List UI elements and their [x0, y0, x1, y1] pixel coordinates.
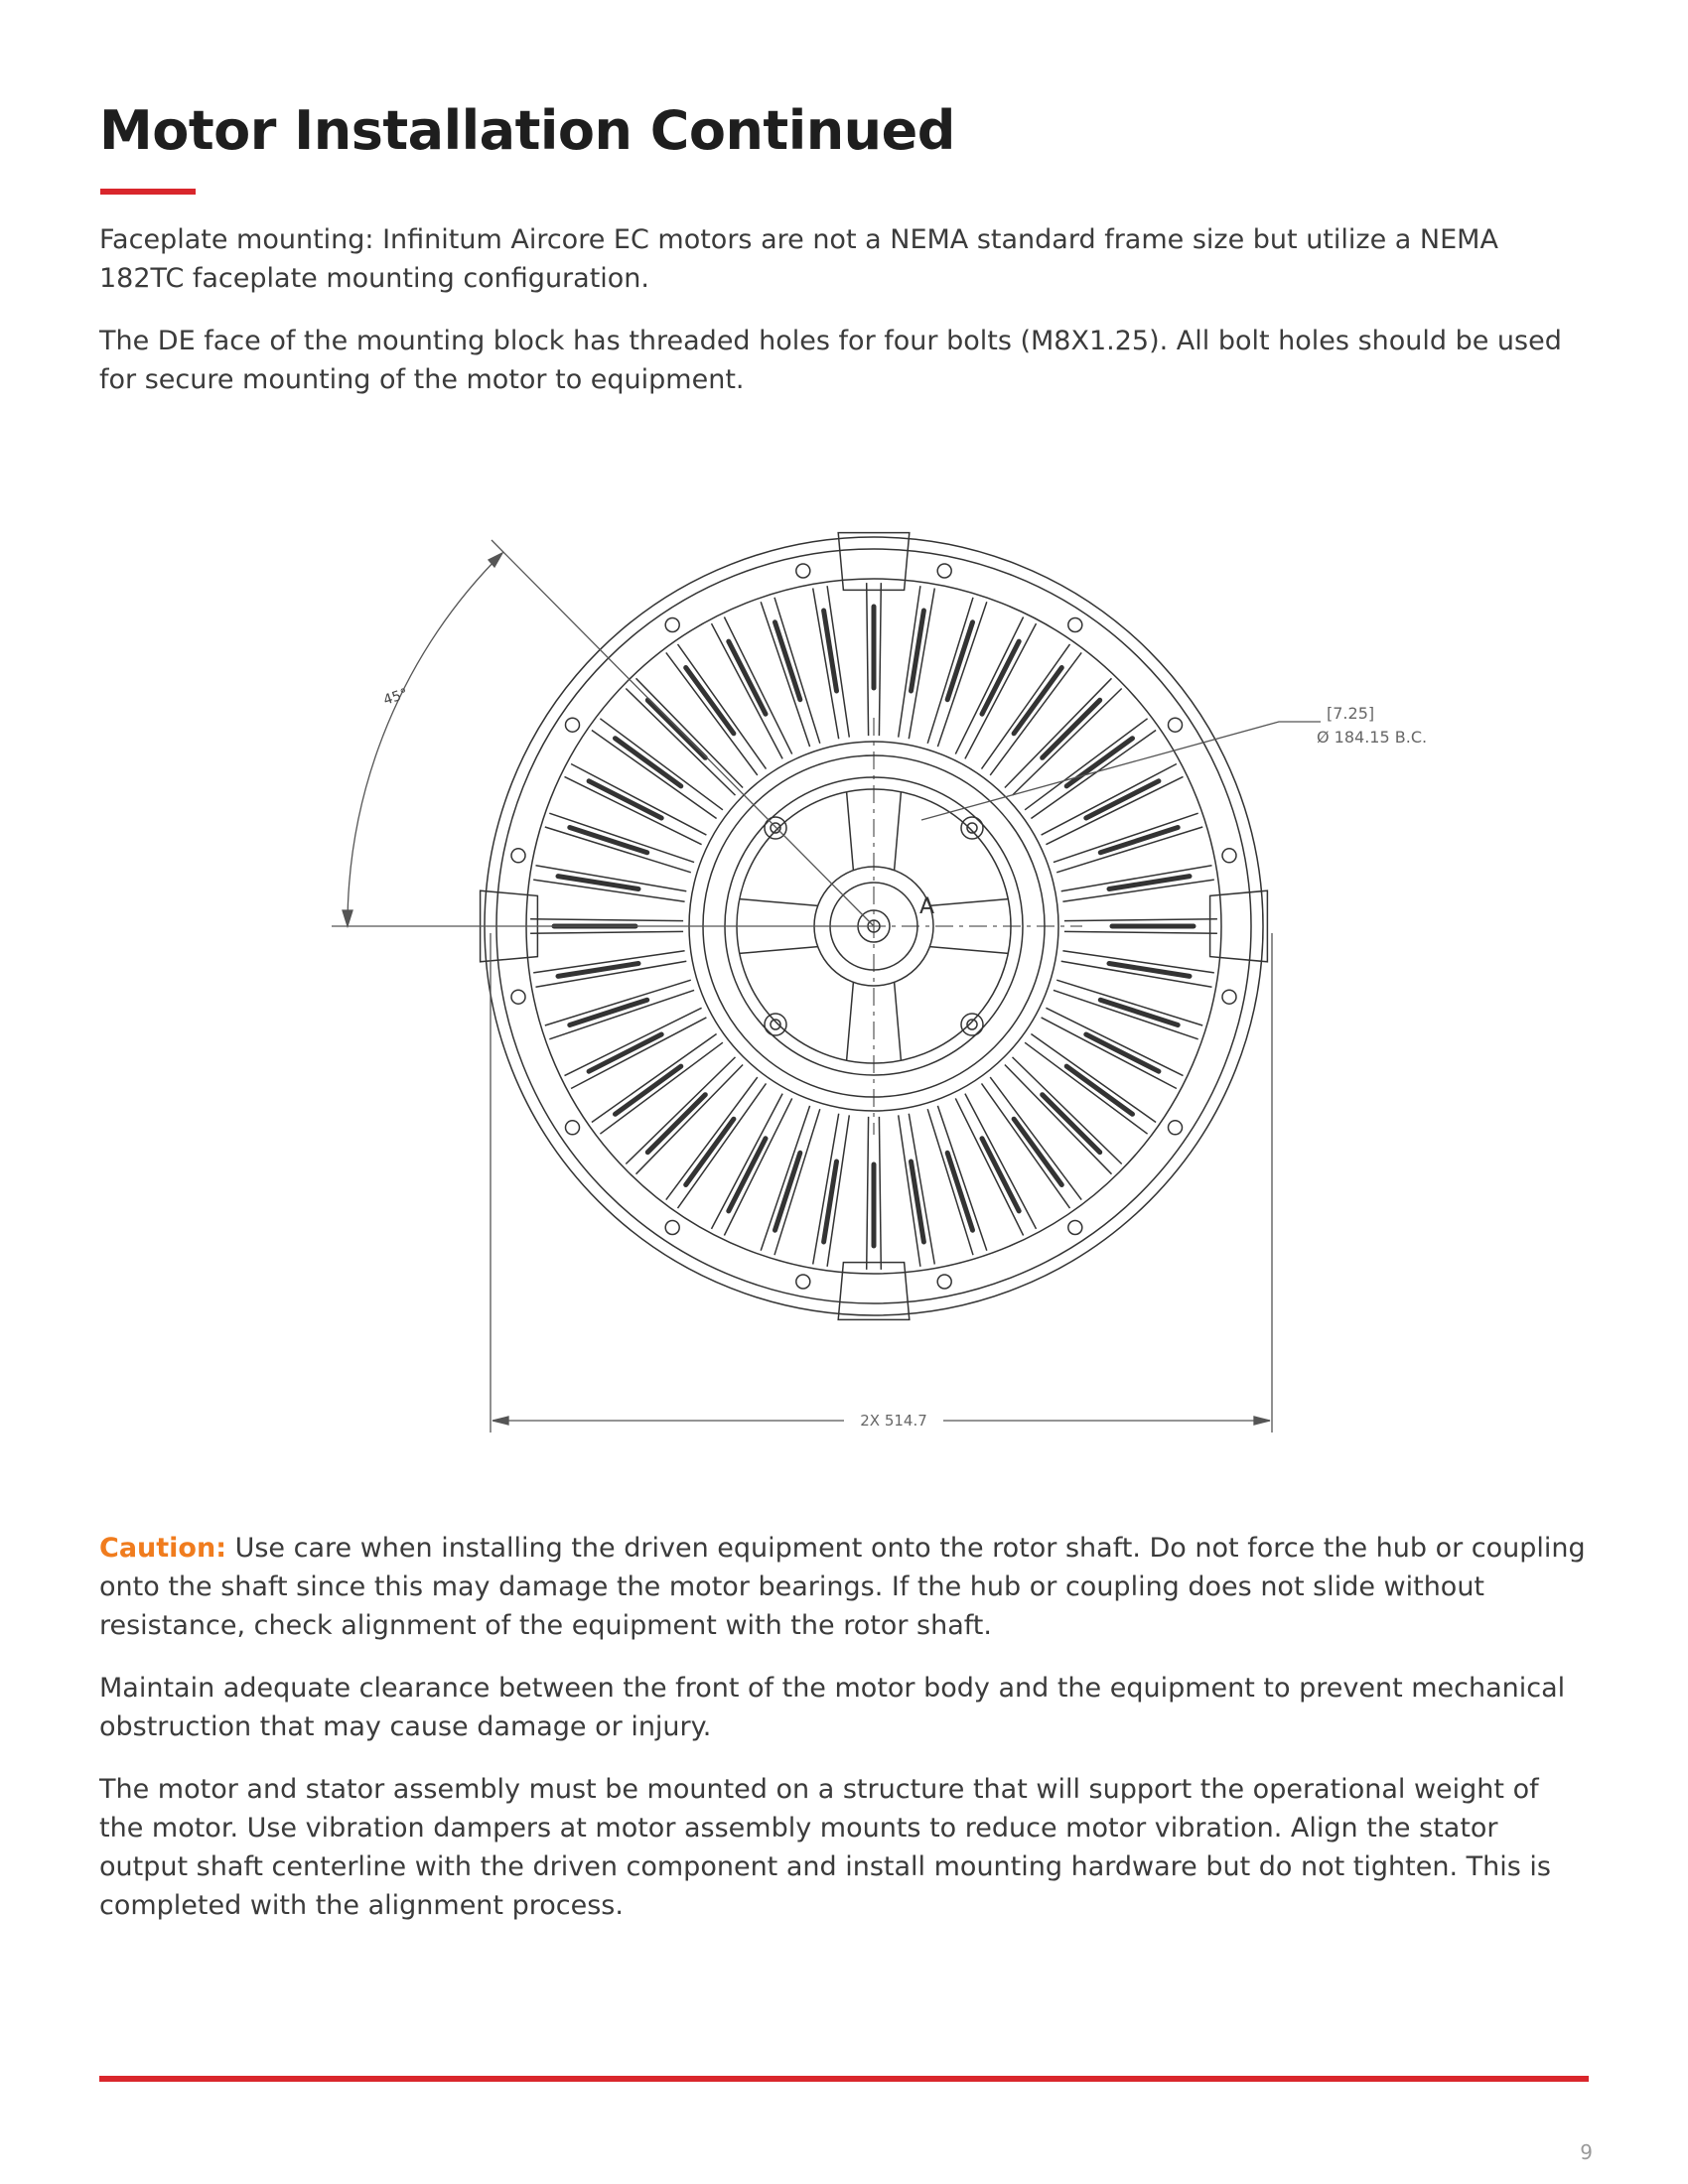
perimeter-hole — [937, 564, 951, 578]
cooling-fin — [761, 1106, 809, 1251]
cooling-fin — [1054, 813, 1198, 862]
faceplate-spoke-edge — [929, 899, 1008, 906]
caution-label: Caution: — [99, 1533, 226, 1564]
cooling-fin — [678, 1083, 767, 1208]
cooling-fin — [879, 583, 881, 736]
overall-width-label: 2X 514.7 — [860, 1412, 927, 1430]
bolt-circle-inch-label: [7.25] — [1327, 704, 1375, 723]
fin-slot — [729, 641, 766, 714]
perimeter-hole — [796, 1275, 810, 1289]
angle-dimension-label: 45° — [381, 685, 410, 709]
perimeter-hole — [665, 1221, 679, 1235]
fin-slot — [912, 1161, 924, 1242]
clearance-paragraph: Maintain adequate clearance between the front of the motor body and the equipment to prevent mechanical obstruction that may cause damage or injury. — [99, 1673, 1566, 1742]
cooling-fin — [678, 644, 767, 769]
cooling-fin — [1042, 1018, 1177, 1089]
cooling-fin — [530, 931, 683, 933]
fin-slot — [570, 828, 647, 853]
fin-slot — [1014, 1119, 1061, 1184]
housing-boss — [838, 533, 910, 591]
cooling-fin — [1056, 827, 1202, 873]
housing-boss — [838, 1263, 910, 1320]
cooling-fin — [712, 623, 783, 758]
fin-slot — [558, 964, 638, 977]
cooling-fin — [1056, 980, 1202, 1025]
page-title: Motor Installation Continued — [99, 99, 955, 162]
perimeter-hole — [566, 1121, 580, 1135]
motor-faceplate-drawing — [318, 516, 1470, 1459]
fin-slot — [1043, 700, 1100, 757]
faceplate-spoke-edge — [895, 982, 902, 1060]
fin-slot — [686, 668, 734, 734]
faceplate-spoke-edge — [740, 899, 818, 906]
perimeter-hole — [511, 849, 525, 863]
perimeter-hole — [566, 718, 580, 732]
faceplate-spoke-edge — [847, 982, 854, 1060]
cooling-fin — [867, 1117, 869, 1270]
fin-slot — [589, 781, 661, 818]
cooling-fin — [592, 731, 717, 819]
bolt-circle-mm-label: Ø 184.15 B.C. — [1317, 728, 1428, 747]
perimeter-hole — [796, 564, 810, 578]
fin-slot — [686, 1119, 734, 1184]
cooling-fin — [927, 598, 973, 744]
fin-slot — [1066, 739, 1132, 786]
cooling-fin — [549, 990, 694, 1038]
cooling-fin — [530, 919, 683, 921]
datum-a-label: A — [919, 894, 935, 919]
cooling-fin — [571, 764, 706, 836]
cooling-fin — [937, 602, 986, 747]
fin-slot — [647, 1095, 705, 1153]
cooling-fin — [761, 602, 809, 747]
perimeter-hole — [937, 1275, 951, 1289]
fin-slot — [824, 611, 837, 691]
fin-slot — [589, 1034, 661, 1071]
cooling-fin — [1031, 1034, 1156, 1123]
caution-text: Use care when installing the driven equipment onto the rotor shaft. Do not force the hub or coupling onto the shaft since this may damage the motor bearings. If the hub or coupling does not slide without resistance, check alignment of the equipment with the rotor shaft. — [99, 1533, 1586, 1641]
cooling-fin — [571, 1018, 706, 1089]
fin-slot — [982, 1139, 1019, 1211]
title-underline — [100, 189, 196, 195]
fin-slot — [1100, 1000, 1178, 1024]
faceplate-bolt-hole — [765, 817, 786, 839]
fin-slot — [729, 1139, 766, 1211]
fin-slot — [647, 700, 705, 757]
faceplate-spoke-edge — [847, 792, 854, 871]
fin-slot — [1100, 828, 1178, 853]
perimeter-hole — [1222, 849, 1236, 863]
fin-slot — [947, 1153, 972, 1230]
perimeter-hole — [1222, 990, 1236, 1004]
cooling-fin — [774, 598, 820, 744]
fin-slot — [1066, 1066, 1132, 1114]
faceplate-bolt-hole — [765, 1014, 786, 1035]
fin-slot — [775, 622, 800, 700]
cooling-fin — [1054, 990, 1198, 1038]
perimeter-hole — [665, 618, 679, 632]
perimeter-hole — [1068, 618, 1082, 632]
fin-slot — [616, 1066, 681, 1114]
cooling-fin — [965, 623, 1037, 758]
fin-slot — [1086, 781, 1159, 818]
mounting-paragraph: The motor and stator assembly must be mounted on a structure that will support the operational weight of the motor. Use vibration dampers at motor assembly mounts to reduce motor vibration. Align the stator output shaft centerline with the driven component and install mounting hardware but do not tighten. This is completed with the alignment process. — [99, 1774, 1551, 1921]
cooling-fin — [712, 1094, 783, 1229]
fin-slot — [558, 877, 638, 889]
cooling-fin — [982, 1083, 1070, 1208]
page-number: 9 — [1580, 2140, 1593, 2164]
bolt-holes-paragraph: The DE face of the mounting block has threaded holes for four bolts (M8X1.25). All bolt holes should be used for secure mounting of the motor to equipment. — [99, 326, 1562, 395]
cooling-fin — [937, 1106, 986, 1251]
fin-slot — [1109, 877, 1190, 889]
fin-slot — [1014, 668, 1061, 734]
perimeter-hole — [1068, 1221, 1082, 1235]
faceplate-spoke-edge — [929, 947, 1008, 954]
cooling-fin — [965, 1094, 1037, 1229]
housing-boss — [1210, 890, 1268, 962]
perimeter-hole — [1169, 1121, 1183, 1135]
cooling-fin — [545, 827, 691, 873]
faceplate-bolt-hole — [961, 1014, 983, 1035]
cooling-fin — [545, 980, 691, 1025]
perimeter-hole — [511, 990, 525, 1004]
cooling-fin — [549, 813, 694, 862]
cooling-fin — [774, 1109, 820, 1255]
cooling-fin — [1064, 919, 1217, 921]
cooling-fin — [927, 1109, 973, 1255]
cooling-fin — [1042, 764, 1177, 836]
fin-slot — [947, 622, 972, 700]
fin-slot — [616, 739, 681, 786]
faceplate-bolt-hole — [961, 817, 983, 839]
fin-slot — [1043, 1095, 1100, 1153]
fin-slot — [775, 1153, 800, 1230]
cooling-fin — [982, 644, 1070, 769]
cooling-fin — [1031, 731, 1156, 819]
fin-slot — [1109, 964, 1190, 977]
footer-rule — [99, 2076, 1589, 2082]
caution-paragraph — [99, 1529, 1589, 1645]
fin-slot — [824, 1161, 837, 1242]
fin-slot — [982, 641, 1019, 714]
faceplate-paragraph: Faceplate mounting: Infinitum Aircore EC motors are not a NEMA standard frame size but utilize a NEMA 182TC faceplate mounting configuration. — [99, 224, 1498, 294]
cooling-fin — [592, 1034, 717, 1123]
fin-slot — [1086, 1034, 1159, 1071]
faceplate-spoke-edge — [895, 792, 902, 871]
perimeter-hole — [1169, 718, 1183, 732]
cooling-fin — [879, 1117, 881, 1270]
faceplate-spoke-edge — [740, 947, 818, 954]
cooling-fin — [867, 583, 869, 736]
fin-slot — [912, 611, 924, 691]
fin-slot — [570, 1000, 647, 1024]
cooling-fin — [1064, 931, 1217, 933]
